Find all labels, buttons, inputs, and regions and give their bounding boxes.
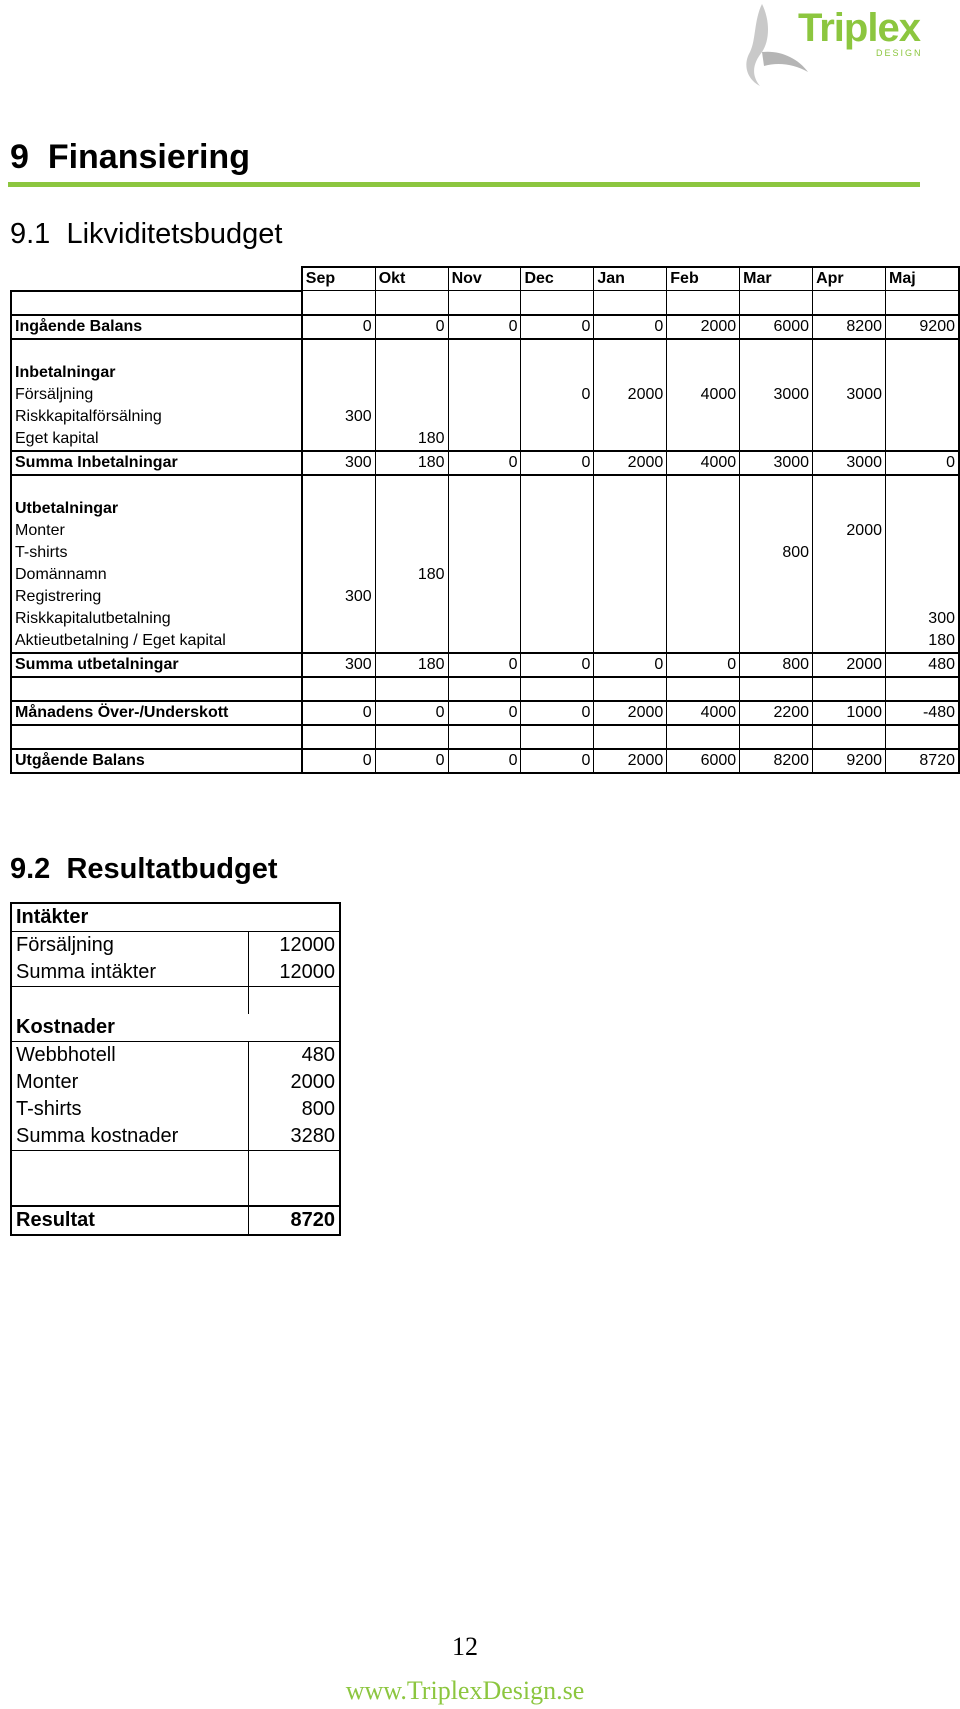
table-row [11, 725, 959, 749]
table-cell: 180 [885, 630, 959, 653]
row-label: Domännamn [11, 564, 302, 586]
month-header: Jan [594, 267, 667, 291]
table-cell: 2000 [667, 315, 740, 339]
table-cell [448, 630, 521, 653]
table-cell: 0 [594, 653, 667, 677]
table-cell: 4000 [667, 701, 740, 725]
table-cell [302, 384, 375, 406]
table-cell: 300 [302, 586, 375, 608]
row-label: Ingående Balans [11, 315, 302, 339]
table-cell: 9200 [813, 749, 886, 773]
row-label [11, 339, 302, 362]
table-cell [375, 339, 448, 362]
table-cell: 0 [448, 315, 521, 339]
footer-link[interactable]: www.TriplexDesign.se [345, 1676, 585, 1705]
logo-text: Triplex [798, 6, 920, 50]
table-cell [740, 520, 813, 542]
table-cell [740, 291, 813, 315]
table-cell [302, 725, 375, 749]
table-cell [594, 586, 667, 608]
table-cell: 0 [594, 315, 667, 339]
row-value: 480 [249, 1042, 341, 1070]
table-cell [813, 291, 886, 315]
table-cell [740, 362, 813, 384]
table-row [11, 498, 959, 520]
table-cell: 300 [302, 451, 375, 475]
table-cell [740, 630, 813, 653]
table-cell [448, 362, 521, 384]
table-cell [448, 677, 521, 701]
table-cell [813, 339, 886, 362]
resultatbudget-table [10, 902, 341, 1236]
table-cell [448, 339, 521, 362]
table-row [11, 987, 340, 1015]
table-row [11, 542, 959, 564]
table-cell [302, 542, 375, 564]
table-cell: 300 [885, 608, 959, 630]
month-header: Mar [740, 267, 813, 291]
table-cell [740, 339, 813, 362]
table-cell: 0 [448, 749, 521, 773]
table-cell: 2000 [594, 749, 667, 773]
table-cell [448, 520, 521, 542]
table-cell: 0 [448, 451, 521, 475]
table-cell [885, 428, 959, 451]
table-cell [594, 542, 667, 564]
table-cell [521, 291, 594, 315]
table-cell [594, 564, 667, 586]
table-cell [667, 339, 740, 362]
triplex-logo [740, 0, 930, 92]
table-cell: 2000 [813, 520, 886, 542]
table-cell [521, 362, 594, 384]
table-cell [448, 291, 521, 315]
table-cell [885, 542, 959, 564]
table-cell: 800 [740, 542, 813, 564]
table-cell [885, 520, 959, 542]
header-blank [11, 267, 302, 291]
table-cell [302, 291, 375, 315]
row-label: T-shirts [16, 1098, 82, 1120]
table-row [11, 1096, 340, 1123]
subsection-heading-likviditet [10, 218, 282, 251]
table-cell: 2000 [594, 384, 667, 406]
table-cell: 9200 [885, 315, 959, 339]
table-cell: 0 [448, 653, 521, 677]
table-cell [521, 406, 594, 428]
table-cell: 1000 [813, 701, 886, 725]
table-row [11, 586, 959, 608]
table-cell: 6000 [740, 315, 813, 339]
table-cell [594, 498, 667, 520]
table-cell [885, 586, 959, 608]
table-cell: 3000 [813, 451, 886, 475]
table-cell [885, 384, 959, 406]
table-cell: 0 [375, 701, 448, 725]
table-row [11, 564, 959, 586]
table-cell: 4000 [667, 451, 740, 475]
table-cell [740, 475, 813, 498]
table-cell [448, 475, 521, 498]
table-row [11, 315, 959, 339]
table-cell [667, 406, 740, 428]
table-row [11, 384, 959, 406]
section-title: Finansiering [47, 138, 250, 176]
table-cell [667, 630, 740, 653]
row-label: Registrering [11, 586, 302, 608]
table-cell [302, 677, 375, 701]
table-cell: 480 [885, 653, 959, 677]
row-label: Webbhotell [16, 1044, 116, 1066]
table-cell [740, 498, 813, 520]
table-cell: 0 [302, 701, 375, 725]
table-cell [302, 362, 375, 384]
table-cell [885, 362, 959, 384]
table-row [11, 1206, 340, 1235]
table-cell [448, 428, 521, 451]
table-cell [813, 586, 886, 608]
month-header: Nov [448, 267, 521, 291]
table-cell: 0 [521, 384, 594, 406]
table-cell [594, 291, 667, 315]
table-cell: 0 [667, 653, 740, 677]
table-cell [448, 564, 521, 586]
table-cell: 180 [375, 564, 448, 586]
table-cell [521, 586, 594, 608]
table-cell [448, 725, 521, 749]
table-cell [667, 677, 740, 701]
row-label: Eget kapital [11, 428, 302, 451]
table-cell [667, 564, 740, 586]
table-cell [521, 677, 594, 701]
table-cell [375, 362, 448, 384]
table-cell [594, 475, 667, 498]
table-cell [521, 630, 594, 653]
row-value: 8720 [249, 1206, 341, 1235]
table-cell [521, 498, 594, 520]
table-cell [375, 498, 448, 520]
subsection-number: 9.1 [10, 218, 51, 250]
table-row [11, 1042, 340, 1070]
table-cell [302, 608, 375, 630]
table-row [11, 932, 340, 960]
table-row [11, 406, 959, 428]
table-cell: 0 [375, 749, 448, 773]
subsection-title: Likviditetsbudget [66, 218, 283, 250]
row-value [249, 903, 341, 932]
row-label [11, 291, 302, 315]
table-row [11, 1014, 340, 1042]
table-cell: 3000 [813, 384, 886, 406]
row-label [11, 677, 302, 701]
table-cell [594, 339, 667, 362]
table-cell [740, 677, 813, 701]
table-cell: 3000 [740, 451, 813, 475]
table-cell: 8200 [740, 749, 813, 773]
row-label: Aktieutbetalning / Eget kapital [11, 630, 302, 653]
table-cell: 0 [521, 653, 594, 677]
row-label: Resultat [11, 1206, 249, 1235]
table-cell [813, 564, 886, 586]
table-cell: 8200 [813, 315, 886, 339]
row-label: T-shirts [11, 542, 302, 564]
table-cell [813, 362, 886, 384]
table-cell [302, 428, 375, 451]
row-label: Summa Inbetalningar [11, 451, 302, 475]
table-cell [813, 475, 886, 498]
table-cell: 300 [302, 653, 375, 677]
table-cell: 2000 [594, 701, 667, 725]
table-row [11, 291, 959, 315]
table-cell [375, 542, 448, 564]
table-cell [594, 362, 667, 384]
table-cell [813, 608, 886, 630]
row-label: Utgående Balans [11, 749, 302, 773]
table-row [11, 903, 340, 932]
table-cell: 3000 [740, 384, 813, 406]
table-cell [885, 406, 959, 428]
table-cell [813, 498, 886, 520]
table-cell [813, 542, 886, 564]
month-header: Feb [667, 267, 740, 291]
row-label: Månadens Över-/Underskott [11, 701, 302, 725]
table-cell [375, 406, 448, 428]
table-cell: 180 [375, 653, 448, 677]
table-row [11, 1151, 340, 1179]
table-cell [521, 542, 594, 564]
table-row [11, 1123, 340, 1151]
table-row [11, 630, 959, 653]
table-cell [594, 677, 667, 701]
row-label [11, 475, 302, 498]
row-label: Riskkapitalförsälning [11, 406, 302, 428]
row-value: 3280 [249, 1123, 341, 1151]
table-cell [667, 498, 740, 520]
table-cell [302, 520, 375, 542]
table-cell [885, 564, 959, 586]
table-cell [375, 520, 448, 542]
table-cell [448, 586, 521, 608]
table-cell: 2000 [594, 451, 667, 475]
table-cell [667, 725, 740, 749]
table-cell [594, 428, 667, 451]
table-cell [813, 725, 886, 749]
table-cell [885, 677, 959, 701]
table-row [11, 701, 959, 725]
table-cell [667, 362, 740, 384]
table-row [11, 520, 959, 542]
table-cell [521, 339, 594, 362]
table-row [11, 1178, 340, 1206]
table-cell [813, 428, 886, 451]
month-header: Maj [885, 267, 959, 291]
table-cell [448, 608, 521, 630]
table-cell [521, 475, 594, 498]
table-cell: 0 [521, 315, 594, 339]
logo-subtext: DESIGN [876, 48, 923, 58]
table-cell [375, 291, 448, 315]
table-cell: 0 [521, 451, 594, 475]
table-cell [594, 520, 667, 542]
table-cell [667, 428, 740, 451]
table-cell [885, 725, 959, 749]
table-row [11, 653, 959, 677]
month-header: Apr [813, 267, 886, 291]
table-cell [667, 291, 740, 315]
table-cell: 800 [740, 653, 813, 677]
row-label: Monter [11, 520, 302, 542]
table-cell: 0 [375, 315, 448, 339]
table-cell [521, 608, 594, 630]
table-cell [375, 475, 448, 498]
table-cell [813, 630, 886, 653]
row-label: Försäljning [11, 384, 302, 406]
table-row [11, 749, 959, 773]
table-cell [667, 608, 740, 630]
row-value: 2000 [249, 1069, 341, 1096]
table-cell [740, 725, 813, 749]
table-cell [375, 677, 448, 701]
table-cell [885, 498, 959, 520]
table-cell [885, 475, 959, 498]
table-cell: 0 [885, 451, 959, 475]
likviditetsbudget-table [10, 266, 960, 774]
table-cell [885, 339, 959, 362]
table-cell: 0 [302, 749, 375, 773]
table-cell: -480 [885, 701, 959, 725]
row-label: Utbetalningar [11, 498, 302, 520]
row-value: 12000 [249, 959, 341, 987]
table-row [11, 451, 959, 475]
table-cell [813, 677, 886, 701]
table-row [11, 959, 340, 987]
row-label: Summa intäkter [11, 959, 249, 987]
table-cell [521, 725, 594, 749]
table-cell [521, 520, 594, 542]
table-cell [302, 630, 375, 653]
table-cell [740, 564, 813, 586]
subsection-heading-resultat [10, 853, 278, 886]
table-cell [667, 586, 740, 608]
table-cell [302, 564, 375, 586]
table-cell [448, 542, 521, 564]
table-cell [375, 630, 448, 653]
row-label: Kostnader [11, 1014, 249, 1042]
month-header: Okt [375, 267, 448, 291]
row-label: Intäkter [11, 903, 249, 932]
table-row [11, 339, 959, 362]
row-label: Riskkapitalutbetalning [11, 608, 302, 630]
table-cell [375, 586, 448, 608]
row-label: Monter [16, 1071, 79, 1093]
row-label [11, 725, 302, 749]
table-cell [594, 608, 667, 630]
table-row [11, 428, 959, 451]
table-cell [740, 428, 813, 451]
table-cell [667, 520, 740, 542]
table-cell: 180 [375, 451, 448, 475]
table-row [11, 677, 959, 701]
table-cell [448, 384, 521, 406]
row-value: 800 [249, 1096, 341, 1123]
table-cell [448, 498, 521, 520]
table-cell [375, 384, 448, 406]
table-cell [667, 542, 740, 564]
table-cell [740, 586, 813, 608]
table-row [11, 1069, 340, 1096]
table-cell: 300 [302, 406, 375, 428]
section-rule [8, 182, 920, 187]
row-label: Summa kostnader [11, 1123, 249, 1151]
subsection-title: Resultatbudget [66, 853, 278, 885]
table-cell [594, 406, 667, 428]
month-header: Dec [521, 267, 594, 291]
table-row [11, 608, 959, 630]
table-cell: 2000 [813, 653, 886, 677]
table-cell [813, 406, 886, 428]
table-row [11, 267, 959, 291]
row-value: 12000 [249, 932, 341, 960]
table-cell: 6000 [667, 749, 740, 773]
table-cell [302, 339, 375, 362]
section-number: 9 [10, 138, 29, 176]
table-cell [740, 608, 813, 630]
row-label: Inbetalningar [11, 362, 302, 384]
table-row [11, 475, 959, 498]
table-cell: 8720 [885, 749, 959, 773]
table-cell: 0 [302, 315, 375, 339]
table-cell [667, 475, 740, 498]
month-header: Sep [302, 267, 375, 291]
table-cell [594, 630, 667, 653]
table-cell: 0 [521, 701, 594, 725]
subsection-number: 9.2 [10, 853, 51, 885]
table-cell [521, 428, 594, 451]
table-cell [594, 725, 667, 749]
table-cell [521, 564, 594, 586]
table-cell: 2200 [740, 701, 813, 725]
table-cell [885, 291, 959, 315]
table-cell [375, 608, 448, 630]
table-row [11, 362, 959, 384]
table-cell: 0 [448, 701, 521, 725]
table-cell: 0 [521, 749, 594, 773]
table-cell: 4000 [667, 384, 740, 406]
table-cell [740, 406, 813, 428]
table-cell [302, 498, 375, 520]
table-cell [448, 406, 521, 428]
row-label: Försäljning [16, 934, 114, 956]
table-cell [375, 725, 448, 749]
table-cell: 180 [375, 428, 448, 451]
row-label: Summa utbetalningar [11, 653, 302, 677]
section-heading [10, 138, 250, 177]
table-cell [302, 475, 375, 498]
row-value [249, 1014, 341, 1042]
page-number: 12 [452, 1632, 478, 1661]
